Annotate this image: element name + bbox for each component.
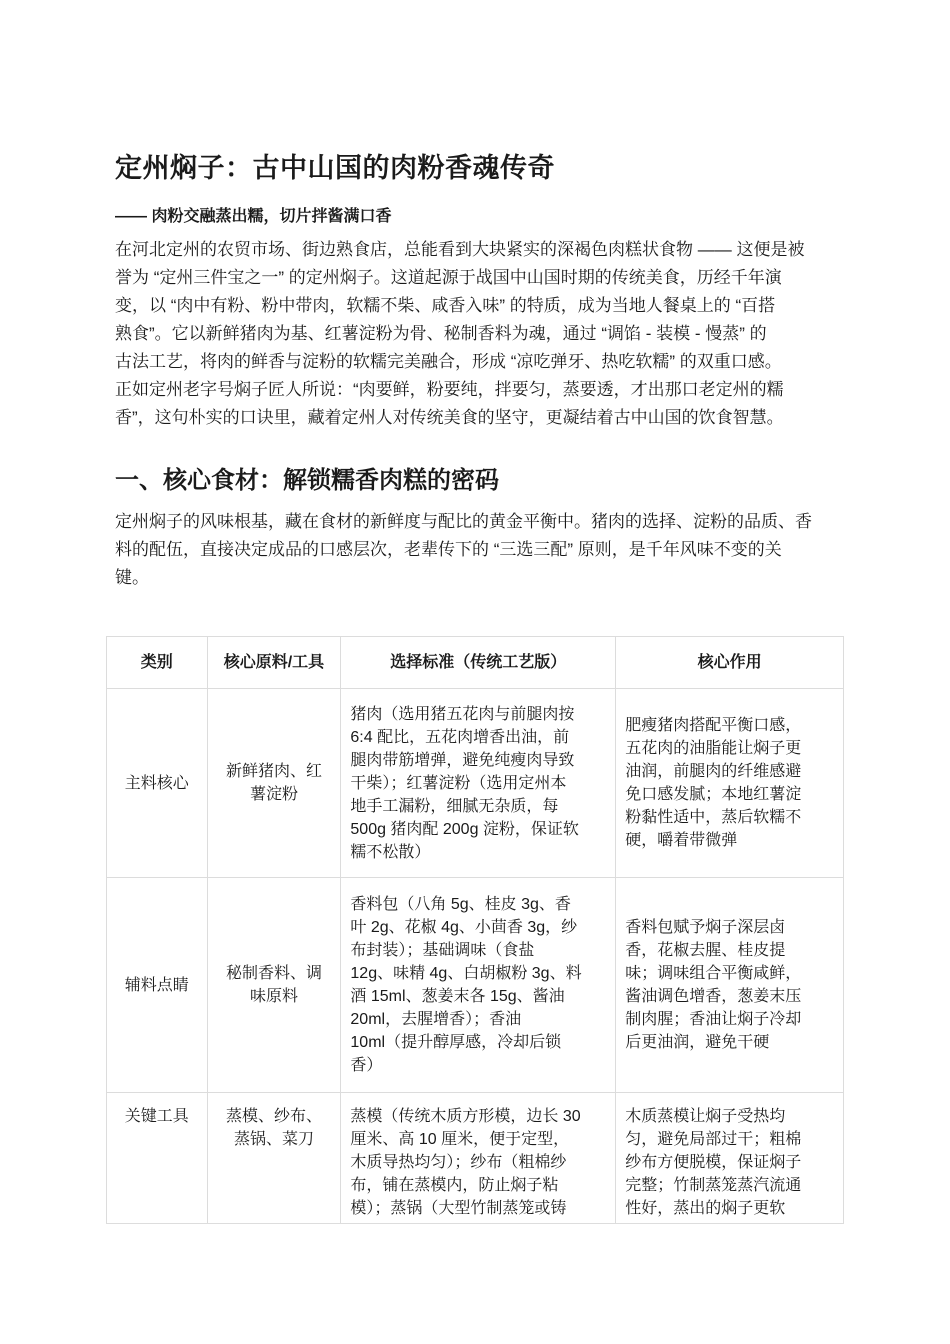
text-line: 变，以 “肉中有粉、粉中带肉，软糯不柴、咸香入味” 的特质，成为当地人餐桌上的 “百搭 (115, 296, 776, 315)
text-line: 猪肉（选用猪五花肉与前腿肉按 (350, 705, 575, 723)
text-line: 制肉腥；香油让焖子冷却 (625, 1011, 802, 1028)
text-line: 酒 15ml、葱姜末各 15g、酱油 (350, 988, 565, 1005)
text-line: 秘制香料、调 (225, 965, 322, 982)
text-line: 味原料 (249, 988, 298, 1005)
section-paragraph (115, 508, 855, 592)
text-line: 后更油润，避免干硬 (625, 1034, 770, 1051)
text-line: 糯不松散） (350, 843, 431, 861)
text-line: 蒸锅、菜刀 (233, 1131, 314, 1148)
cell-items (207, 878, 341, 1093)
cell-standard (341, 1093, 616, 1225)
text-line: 完整；竹制蒸笼蒸汽流通 (625, 1177, 802, 1194)
cell-category: 辅料点睛 (107, 878, 208, 1093)
cell-standard (341, 689, 616, 878)
cell-role (616, 1093, 844, 1225)
text-line: 20ml，去腥增香）；香油 (350, 1011, 522, 1028)
text-line: 键。 (115, 568, 149, 587)
text-line: 香） (350, 1057, 383, 1074)
text-line: 新鲜猪肉、红 (225, 763, 322, 780)
text-line: 香，花椒去腥、桂皮提 (625, 942, 786, 959)
text-line: 厘米、高 10 厘米，便于定型， (350, 1131, 570, 1148)
text-line: 6:4 配比，五花肉增香出油，前 (350, 728, 570, 746)
text-line: 味；调味组合平衡咸鲜， (625, 965, 802, 982)
text-line: 肥瘦猪肉搭配平衡口感， (625, 717, 802, 734)
header-role: 核心作用 (616, 637, 844, 689)
intro-paragraph (115, 236, 855, 432)
text-line: 木质导热均匀）；纱布（粗棉纱 (350, 1154, 567, 1171)
table-row (107, 1093, 844, 1225)
text-line: 香料包赋予焖子深层卤 (625, 919, 786, 936)
cell-standard (341, 878, 616, 1093)
subtitle: —— 肉粉交融蒸出糯，切片拌酱满口香 (115, 208, 392, 225)
table-header-row (107, 637, 844, 689)
text-line: 布封装）；基础调味（食盐 (350, 942, 535, 959)
text-line: 叶 2g、花椒 4g、小茴香 3g，纱 (350, 919, 578, 936)
text-line: 模）；蒸锅（大型竹制蒸笼或铸 (350, 1200, 567, 1217)
header-category: 类别 (107, 637, 208, 689)
section-heading: 一、核心食材：解锁糯香肉糕的密码 (115, 467, 499, 494)
text-line: 在河北定州的农贸市场、街边熟食店，总能看到大块紧实的深褐色肉糕状食物 —— 这便是被 (115, 240, 805, 259)
cell-category: 主料核心 (107, 689, 208, 878)
text-line: 正如定州老字号焖子匠人所说：“肉要鲜，粉要纯，拌要匀，蒸要透，才出那口老定州的糯 (115, 380, 784, 399)
text-line: 性好，蒸出的焖子更软 (625, 1200, 786, 1217)
text-line: 硬，嚼着带微弹 (625, 832, 738, 849)
cell-items (207, 1093, 341, 1225)
text-line: 纱布方便脱模，保证焖子 (625, 1154, 802, 1171)
text-line: 料的配伍，直接决定成品的口感层次，老辈传下的 “三选三配” 原则，是千年风味不变的关 (115, 540, 782, 559)
text-line: 蒸模（传统木质方形模，边长 30 (350, 1108, 581, 1125)
text-line: 蒸模、纱布、 (225, 1108, 322, 1125)
header-items: 核心原料/工具 (207, 637, 341, 689)
text-line: 薯淀粉 (249, 786, 298, 803)
text-line: 五花肉的油脂能让焖子更 (625, 740, 802, 757)
table-row (107, 878, 844, 1093)
ingredients-table (106, 636, 844, 1224)
cell-items (207, 689, 341, 878)
text-line: 木质蒸模让焖子受热均 (625, 1108, 786, 1125)
text-line: 古法工艺，将肉的鲜香与淀粉的软糯完美融合，形成 “凉吃弹牙、热吃软糯” 的双重口感。 (115, 352, 782, 371)
text-line: 500g 猪肉配 200g 淀粉，保证软 (350, 820, 579, 838)
text-line: 熟食”。它以新鲜猪肉为基、红薯淀粉为骨、秘制香料为魂，通过 “调馅 - 装模 - 慢蒸” 的 (115, 324, 767, 343)
text-line: 10ml（提升醇厚感，冷却后锁 (350, 1034, 562, 1051)
text-line: 酱油调色增香，葱姜末压 (625, 988, 802, 1005)
text-line: 免口感发腻；本地红薯淀 (625, 786, 802, 803)
cell-role (616, 689, 844, 878)
text-line: 香”，这句朴实的口诀里，藏着定州人对传统美食的坚守，更凝结着古中山国的饮食智慧。 (115, 408, 784, 427)
text-line: 腿肉带筋增弹，避免纯瘦肉导致 (350, 751, 575, 769)
text-line: 誉为 “定州三件宝之一” 的定州焖子。这道起源于战国中山国时期的传统美食，历经千年演 (115, 268, 782, 287)
text-line: 匀，避免局部过干；粗棉 (625, 1131, 802, 1148)
page-title: 定州焖子：古中山国的肉粉香魂传奇 (115, 153, 555, 183)
text-line: 粉黏性适中，蒸后软糯不 (625, 809, 802, 826)
text-line: 12g、味精 4g、白胡椒粉 3g、料 (350, 965, 582, 982)
text-line: 定州焖子的风味根基，藏在食材的新鲜度与配比的黄金平衡中。猪肉的选择、淀粉的品质、香 (115, 512, 812, 531)
text-line: 干柴）；红薯淀粉（选用定州本 (350, 774, 567, 792)
cell-role (616, 878, 844, 1093)
text-line: 地手工漏粉，细腻无杂质，每 (350, 797, 559, 815)
cell-category: 关键工具 (107, 1093, 208, 1225)
text-line: 布，铺在蒸模内，防止焖子粘 (350, 1177, 559, 1194)
header-standard: 选择标准（传统工艺版） (341, 637, 616, 689)
text-line: 油润，前腿肉的纤维感避 (625, 763, 802, 780)
text-line: 香料包（八角 5g、桂皮 3g、香 (350, 896, 571, 913)
table-row (107, 689, 844, 878)
